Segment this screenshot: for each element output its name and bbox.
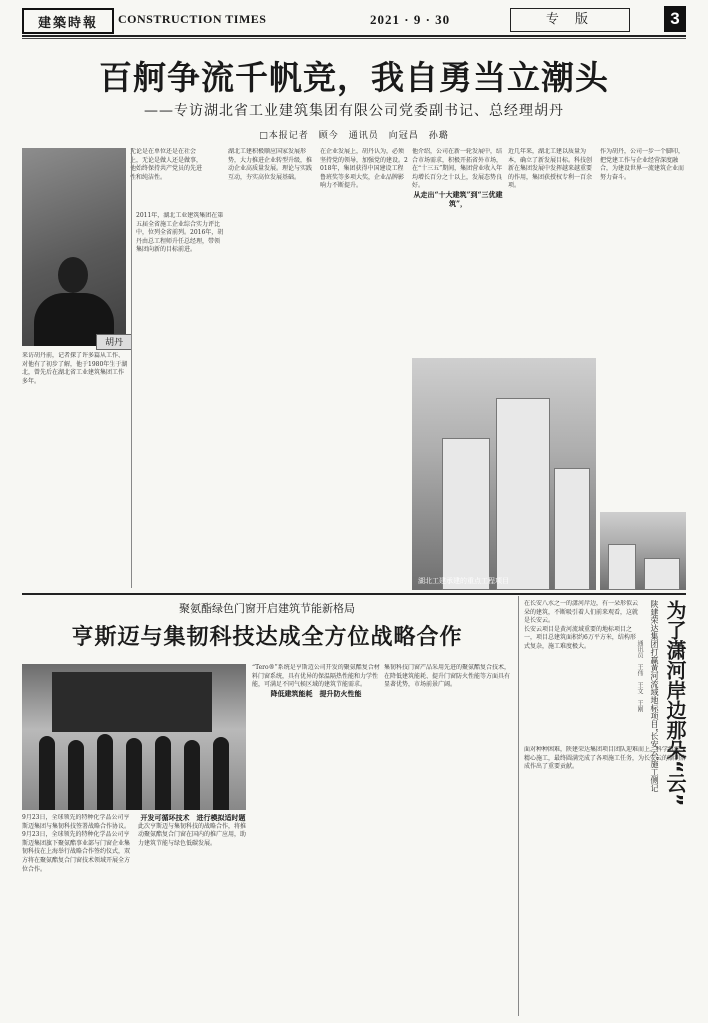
- section-heading: 从走出“十大建筑”到“三优建筑”，: [413, 189, 503, 208]
- second-headline: 亨斯迈与集韧科技达成全方位战略合作: [71, 625, 463, 650]
- lead-column-3: 湖北工建积极顺应国家发展形势，大力推进企业转型升级，推动企业高质量发展。理论与实践互动，夯实高位发展基础。: [228, 148, 313, 181]
- section-rule: [22, 593, 686, 595]
- lead-column-1-top: 无论是在单位还是在社会上，无论是做人还是做事，他始终保持共产党员的先进性和纯洁性。: [130, 148, 202, 181]
- lead-column-5: 他介绍，公司在新一轮发展中，结合市场需求，积极开拓省外市场，在“十三五”期间，集团营业收入年均增长百分之十以上，发展态势良好。 从走出“十大建筑”到“三优建筑”，: [412, 148, 503, 208]
- sidebar-divider: [518, 596, 519, 1016]
- lead-column-2: 2011年，湖北工业建筑集团在第五届全省施工企业综合实力评比中，位列全省前列。2016年，胡丹由总工程师升任总经理，带领集团向新的目标前进。: [136, 212, 224, 254]
- portrait-figure: [34, 251, 114, 346]
- sidebar-text-body: 面对种种困难，陕建荣达集团项目团队迎难而上，科学组织，精心施工，最终圆满完成了各项施工任务，为长安云的顺利落成作出了重要贡献。: [524, 746, 686, 771]
- sidebar-byline: 通讯员 王伟 王文 王刚: [636, 640, 643, 712]
- masthead-rule-thin: [22, 38, 686, 39]
- attendee-figure: [97, 734, 113, 810]
- portrait-photo: [22, 148, 126, 346]
- attendee-figure: [213, 737, 229, 810]
- lead-column-1: 来访胡丹前，记者探了许多篇从工作、对他有了初步了解，他于1980年生于湖北，曾先后在湖北省工业建筑集团工作多年。: [22, 352, 128, 385]
- lead-column-4: 在企业发展上，胡丹认为，必须坚持党的领导，加强党的建设。2018年，集团获得中国建设工程鲁班奖等多项大奖，企业品牌影响力不断提升。: [320, 148, 408, 190]
- lead-headline: 百舸争流千帆竞，我自勇当立潮头: [99, 58, 609, 97]
- lead-column-6: 近几年来，湖北工建以质量为本，确立了新发展目标。科技创新在集团发展中发挥越来越重要的作用，集团获授权专利一百余项。: [508, 148, 593, 190]
- attendee-figure: [155, 736, 171, 810]
- building-photo: [412, 358, 596, 590]
- second-column-2: 开发可循环技术 进行模拟适时题 此次亨斯迈与集韧科技的战略合作，将推动聚氨酯复合门窗在国内的推广应用，助力建筑节能与绿色低碳发展。: [138, 814, 247, 847]
- lead-byline: □本报记者 顾今 通讯员 向冠昌 孙璐: [259, 131, 449, 141]
- attendee-figure: [39, 736, 55, 810]
- site-photo: [600, 512, 686, 590]
- lead-subhead: ——专访湖北省工业建筑集团有限公司党委副书记、总经理胡丹: [144, 103, 564, 119]
- tower-shape: [496, 398, 550, 590]
- second-column-4: 集韧科技门窗产品采用先进的聚氨酯复合技术，在降低建筑能耗、提升门窗防火性能等方面具有显著优势，市场前景广阔。: [384, 664, 511, 689]
- attendee-figure: [126, 738, 142, 810]
- masthead-rule: [22, 35, 686, 37]
- tower-shape: [644, 558, 680, 590]
- edition-label: 专 版: [510, 8, 630, 32]
- attendee-figure: [68, 740, 84, 810]
- attendee-figure: [184, 740, 200, 810]
- sidebar-subtitle: 陕建荣达集团打赢黄河流域地标项目“长安云”施工侧记: [650, 600, 659, 793]
- lead-column-7: 作为胡丹，公司一步一个脚印，把党建工作与企业经营深度融合，为建设世界一流建筑企业而努力奋斗。: [600, 148, 685, 181]
- english-title: CONSTRUCTION TIMES: [118, 12, 267, 26]
- newspaper-logo: 建築時報: [22, 8, 114, 34]
- second-kicker: 聚氨酯绿色门窗开启建筑节能新格局: [179, 602, 355, 615]
- column-divider: [131, 148, 132, 588]
- tower-shape: [554, 468, 590, 590]
- backdrop-banner: [52, 672, 212, 732]
- tower-shape: [608, 544, 636, 590]
- signing-photo: [22, 664, 246, 810]
- tower-shape: [442, 438, 490, 590]
- masthead: [0, 0, 708, 34]
- sidebar-text-top: 在长安八水之一的潇河岸边，有一朵形似云朵的建筑，不断吸引着人们前来观看，这就是长安云。 长安云项目是黄河流域重要的地标项目之一，项目总建筑面积约6万平方米，结构形式复杂，施工难度极大。: [524, 600, 639, 650]
- portrait-caption: 胡丹: [96, 334, 132, 350]
- second-column-1: 9月23日，全球领先的特种化学品公司亨斯迈集团与集韧科技签署战略合作协议。 9月23日，全球领先的特种化学品公司亨斯迈集团旗下聚氨酯事业部与门窗企业集韧科技在上海举行战略合作签约仪式，双方将在聚氨酯复合门窗技术领域开展全方位合作。: [22, 814, 131, 873]
- sidebar-title: 为了潇河岸边那朵“云”: [663, 600, 687, 807]
- issue-date: 2021 · 9 · 30: [370, 12, 451, 27]
- page-number: 3: [664, 6, 686, 32]
- photo-caption: 湖北工建承建的重点工程项目: [418, 577, 509, 585]
- second-column-3: “Tero®”系统是亨斯迈公司开发的聚氨酯复合材料门窗系统，具有优异的保温隔热性能和力学性能，可满足不同气候区域的建筑节能需求。 降低建筑能耗 提升防火性能: [252, 664, 380, 698]
